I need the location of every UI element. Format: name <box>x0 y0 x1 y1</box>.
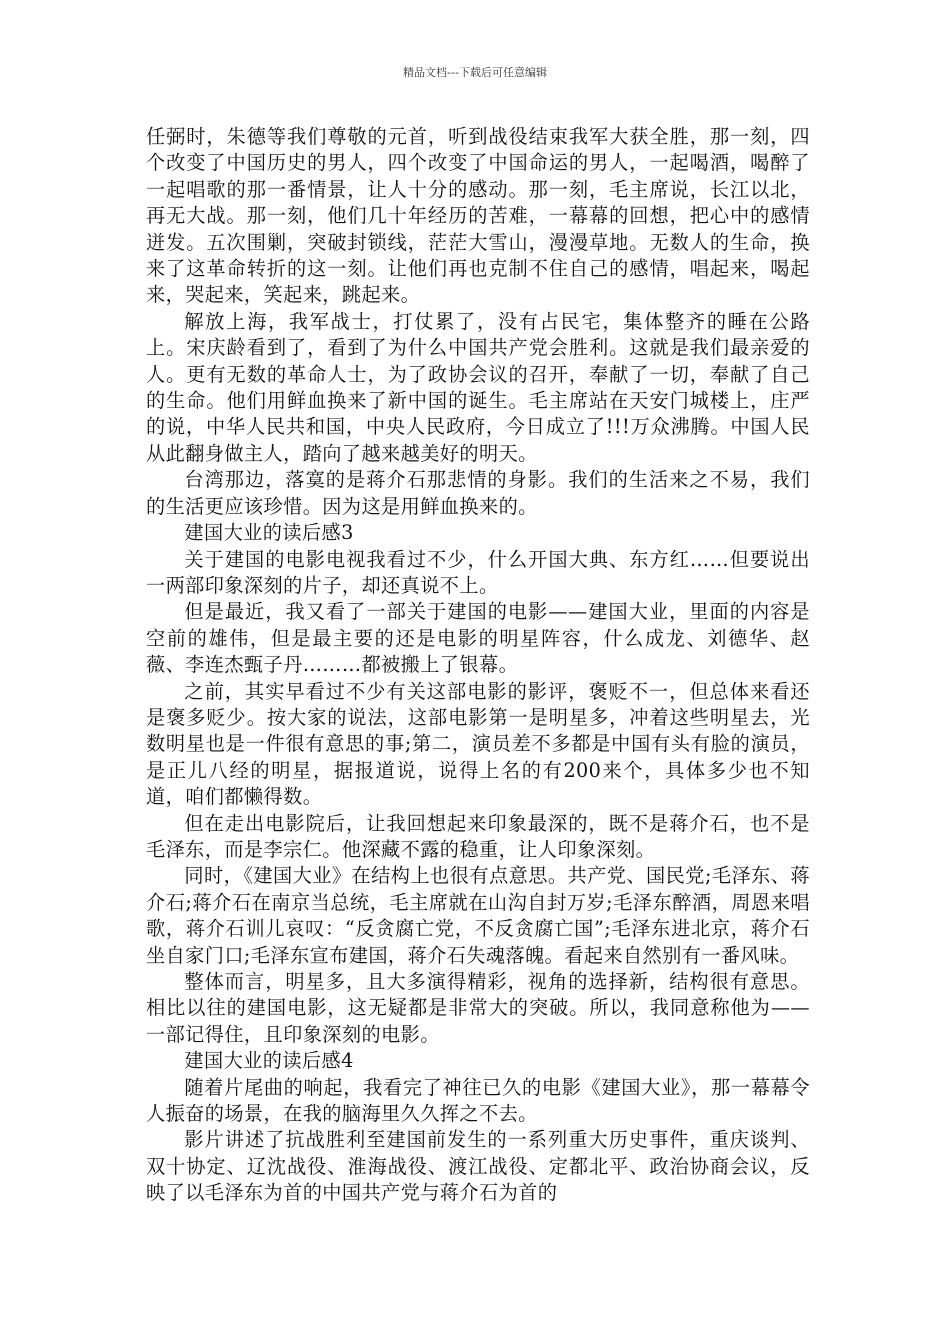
page-header: 精品文档---下载后可任意编辑 <box>403 66 547 79</box>
paragraph: 但是最近，我又看了一部关于建国的电影——建国大业，里面的内容是空前的雄伟，但是最主要的还是电影的明星阵容，什么成龙、刘德华、赵薇、李连杰甄子丹………都被搬上了银幕。 <box>146 600 810 677</box>
paragraph: 随着片尾曲的响起，我看完了神往已久的电影《建国大业》，那一幕幕令人振奋的场景，在我的脑海里久久挥之不去。 <box>146 1075 810 1126</box>
paragraph: 整体而言，明星多，且大多演得精彩，视角的选择新，结构很有意思。相比以往的建国电影，这无疑都是非常大的突破。所以，我同意称他为——一部记得住，且印象深刻的电影。 <box>146 970 810 1046</box>
paragraph: 之前，其实早看过不少有关这部电影的影评，褒贬不一，但总体来看还是褒多贬少。按大家的说法，这部电影第一是明星多，冲着这些明星去，光数明星也是一件很有意思的事;第二，演员差不多都是中国有头有脸的演员，是正儿八经的明星，据报道说，说得上名的有200来个，具体多少也不知道，咱们都懒得数。 <box>146 679 810 809</box>
paragraph: 解放上海，我军战士，打仗累了，没有占民宅，集体整齐的睡在公路上。宋庆龄看到了，看到了为什么中国共产党会胜利。这就是我们最亲爱的人。更有无数的革命人士，为了政协会议的召开，奉献了一切，奉献了自己的生命。他们用鲜血换来了新中国的诞生。毛主席站在天安门城楼上，庄严的说，中华人民共和国，中央人民政府，今日成立了!!!万众沸腾。中国人民从此翻身做主人，踏向了越来越美好的明天。 <box>146 309 810 465</box>
paragraph: 但在走出电影院后，让我回想起来印象最深的，既不是蒋介石，也不是毛泽东，而是李宗仁。他深藏不露的稳重，让人印象深刻。 <box>146 811 810 861</box>
paragraph: 影片讲述了抗战胜利至建国前发生的一系列重大历史事件，重庆谈判、双十协定、辽沈战役、淮海战役、渡江战役、定都北平、政治协商会议，反映了以毛泽东为首的中国共产党与蒋介石为首的 <box>146 1128 810 1205</box>
section-heading: 建国大业的读后感3 <box>184 521 354 545</box>
paragraph: 同时，《建国大业》在结构上也很有点意思。共产党、国民党;毛泽东、蒋介石;蒋介石在南京当总统，毛主席就在山沟自封万岁;毛泽东醉酒，周恩来唱歌，蒋介石训儿哀叹：“反贪腐亡党，不反贪腐亡国”;毛泽东进北京，蒋介石坐自家门口;毛泽东宣布建国，蒋介石失魂落魄。看起来自然别有一番风味。 <box>146 864 810 967</box>
paragraph: 台湾那边，落寞的是蒋介石那悲情的身影。我们的生活来之不易，我们的生活更应该珍惜。因为这是用鲜血换来的。 <box>146 468 810 518</box>
section-heading: 建国大业的读后感4 <box>184 1049 354 1073</box>
paragraph: 关于建国的电影电视我看过不少，什么开国大典、东方红……但要说出一两部印象深刻的片子，却还真说不上。 <box>146 547 810 597</box>
document-body <box>146 124 810 1207</box>
paragraph: 任弼时，朱德等我们尊敬的元首，听到战役结束我军大获全胜，那一刻，四个改变了中国历史的男人，四个改变了中国命运的男人，一起喝酒，喝醉了一起唱歌的那一番情景，让人十分的感动。那一刻，毛主席说，长江以北，再无大战。那一刻，他们几十年经历的苦难，一幕幕的回想，把心中的感情迸发。五次围剿，突破封锁线，茫茫大雪山，漫漫草地。无数人的生命，换来了这革命转折的这一刻。让他们再也克制不住自己的感情，唱起来，喝起来，哭起来，笑起来，跳起来。 <box>146 125 810 307</box>
